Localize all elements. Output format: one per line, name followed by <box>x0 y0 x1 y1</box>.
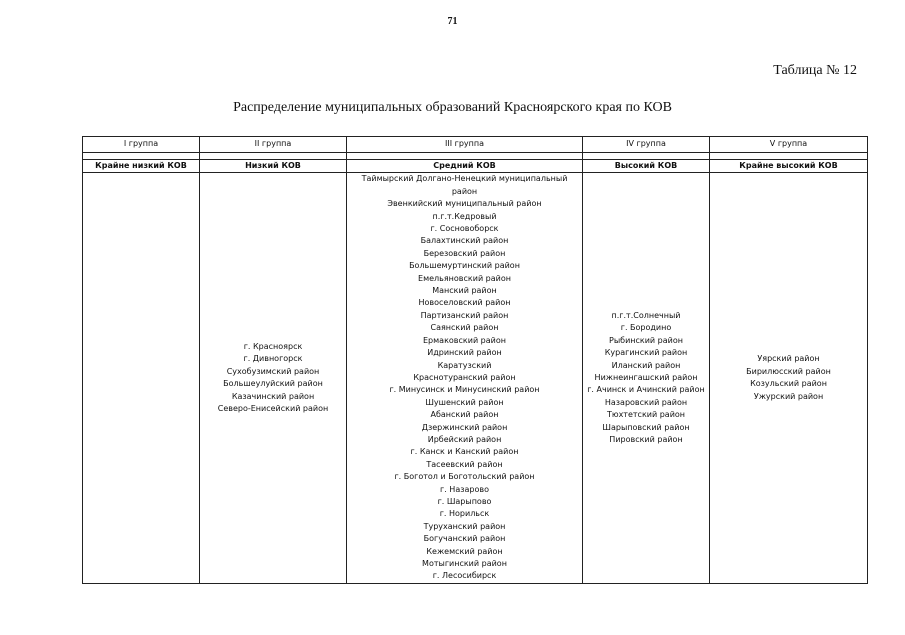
group-header: II группа <box>200 137 347 153</box>
group-3-cell <box>347 173 583 583</box>
municipality-item: Партизанский район <box>420 310 509 320</box>
spacer-cell <box>83 153 200 160</box>
municipality-item: Северо-Енисейский район <box>217 403 329 413</box>
municipality-item: п.г.т.Кедровый <box>432 211 497 221</box>
group-header: IV группа <box>583 137 710 153</box>
municipality-item: Манский район <box>432 286 497 296</box>
document-title: Распределение муниципальных образований Красноярского края по КОВ <box>233 100 672 115</box>
municipality-item: Шушенский район <box>425 397 504 407</box>
municipality-item: Балахтинский район <box>420 236 509 246</box>
group-1-cell <box>83 173 200 583</box>
municipality-item: Ирбейский район <box>427 434 502 444</box>
municipality-item: г. Назарово <box>440 484 489 494</box>
level-header-row <box>83 160 868 173</box>
municipality-item: г. Норильск <box>439 509 490 519</box>
spacer-cell <box>583 153 710 160</box>
municipality-item: Тюхтетский район <box>606 410 686 420</box>
municipality-item: Пировский район <box>609 434 683 444</box>
level-header: Низкий КОВ <box>200 160 347 173</box>
municipality-item: п.г.т.Солнечный <box>611 310 681 320</box>
municipality-item: Курагинский район <box>604 348 688 358</box>
municipality-item: Каратузский <box>437 360 492 370</box>
municipality-item: Иланский район <box>611 360 681 370</box>
municipality-item: Саянский район <box>430 323 499 333</box>
level-header: Высокий КОВ <box>583 160 710 173</box>
municipality-item: Сухобузимский район <box>226 366 320 376</box>
municipality-item: г. Шарыпово <box>437 496 492 506</box>
group-2-cell <box>200 173 347 583</box>
municipality-item: Большеулуйский район <box>223 379 323 389</box>
municipality-item: Рыбинский район <box>609 335 683 345</box>
municipality-item: Ермаковский район <box>423 335 506 345</box>
municipality-item: Краснотуранский район <box>413 372 516 382</box>
municipality-item: г. Красноярск <box>243 341 303 351</box>
spacer-row <box>83 153 868 160</box>
municipality-item: г. Канск и Канский район <box>410 447 519 457</box>
level-header: Крайне высокий КОВ <box>710 160 868 173</box>
municipality-item: г. Боготол и Боготольский район <box>394 472 535 482</box>
municipality-item: Туруханский район <box>423 521 506 531</box>
group-header: III группа <box>347 137 583 153</box>
municipality-item: Абанский район <box>430 410 499 420</box>
municipality-item: Уярский район <box>757 354 820 364</box>
level-header: Крайне низкий КОВ <box>83 160 200 173</box>
municipality-item: г. Ачинск и Ачинский район <box>587 385 705 395</box>
body-row <box>83 173 868 583</box>
spacer-cell <box>710 153 868 160</box>
municipality-item: Новоселовский район <box>418 298 511 308</box>
municipality-item: Нижнеингашский район <box>594 372 698 382</box>
municipality-item: Большемуртинский район <box>409 261 520 271</box>
municipality-item: Богучанский район <box>423 534 506 544</box>
municipality-item: Ужурский район <box>753 391 824 401</box>
spacer-cell <box>200 153 347 160</box>
page-number: 71 <box>447 16 458 27</box>
group-4-cell <box>583 173 710 583</box>
municipality-item: Березовский район <box>423 248 506 258</box>
municipality-item: г. Дивногорск <box>243 354 303 364</box>
level-header: Средний КОВ <box>347 160 583 173</box>
municipality-item: Козульский район <box>750 379 827 389</box>
municipality-item: Шарыповский район <box>602 422 690 432</box>
municipality-item: Назаровский район <box>604 397 688 407</box>
municipality-item: г. Минусинск и Минусинский район <box>389 385 540 395</box>
municipality-item: Мотыгинский район <box>422 559 507 568</box>
kov-distribution-table <box>82 136 868 584</box>
municipality-item: Дзержинский район <box>421 422 508 432</box>
municipality-item: Казачинский район <box>231 391 315 401</box>
municipality-item: Бирилюсский район <box>746 366 831 376</box>
group-header: I группа <box>83 137 200 153</box>
municipality-item: Кежемский район <box>426 546 503 556</box>
municipality-item: г. Лесосибирск <box>432 571 497 581</box>
group-header: V группа <box>710 137 868 153</box>
municipality-item: Идринский район <box>427 348 502 358</box>
municipality-item: Эвенкийский муниципальный район <box>387 199 542 209</box>
municipality-item: Таймырский Долгано-Ненецкий муниципальный район <box>361 174 568 196</box>
group-5-cell <box>710 173 868 583</box>
municipality-item: г. Сосновоборск <box>430 224 499 234</box>
spacer-cell <box>347 153 583 160</box>
group-header-row <box>83 137 868 153</box>
municipality-item: Тасеевский район <box>426 459 503 469</box>
municipality-item: г. Бородино <box>620 323 672 333</box>
table-label: Таблица № 12 <box>773 63 857 78</box>
municipality-item: Емельяновский район <box>418 273 511 283</box>
